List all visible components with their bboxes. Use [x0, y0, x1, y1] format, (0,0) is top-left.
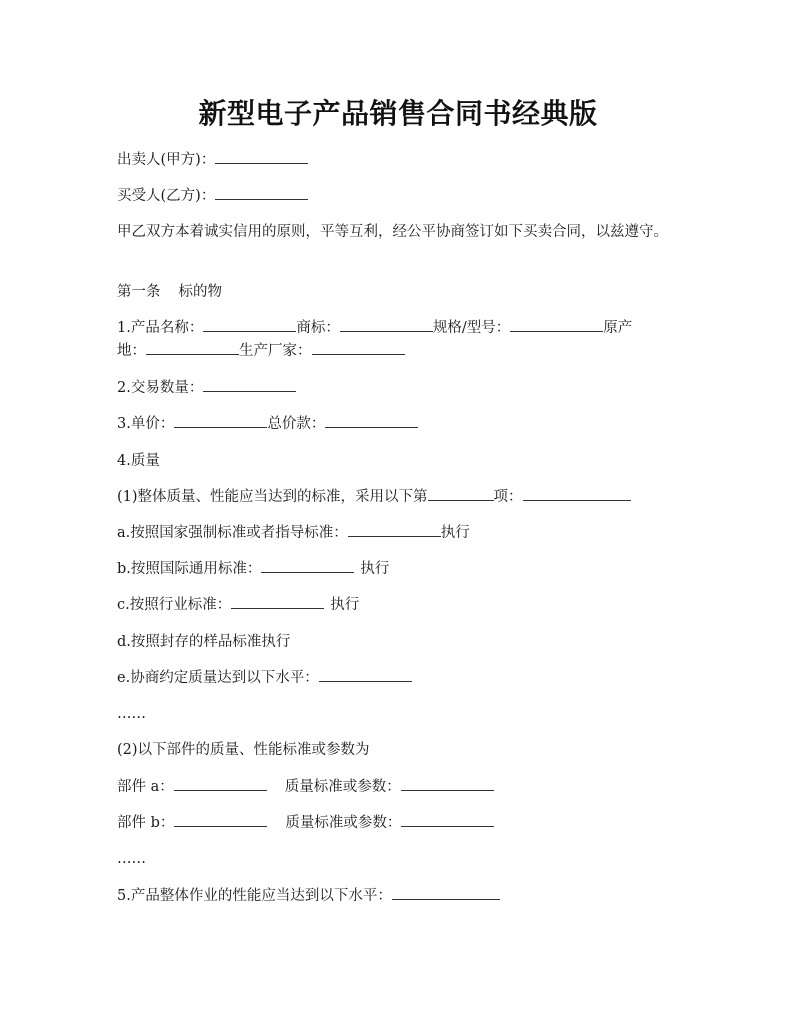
unit-price-label: 3.单价：: [117, 416, 175, 432]
part-b-line: [117, 812, 687, 834]
seller-line: [117, 149, 687, 171]
option-c-blank: [231, 594, 324, 609]
quality1-text: (1)整体质量、性能应当达到的标准，采用以下第: [117, 489, 428, 505]
item1-line1: [117, 317, 687, 339]
spec-label: 规格/型号：: [432, 320, 511, 336]
quantity-label: 2.交易数量：: [117, 380, 204, 396]
item5-line: [117, 885, 687, 907]
seller-label: 出卖人(甲方)：: [117, 152, 216, 168]
total-label: 总价款：: [267, 416, 326, 432]
quality1-item-blank: [523, 486, 631, 501]
option-e-text: e.协商约定质量达到以下水平：: [117, 670, 319, 686]
quality1-option-blank: [428, 486, 494, 501]
buyer-blank: [215, 185, 308, 200]
part-b-label: 部件 b：: [117, 815, 175, 831]
part-b-param-label: 质量标准或参数：: [285, 815, 402, 831]
brand-blank: [340, 317, 433, 332]
part-a-blank: [174, 776, 267, 791]
part-a-line: [117, 776, 687, 798]
intro-paragraph: 甲乙双方本着诚实信用的原则，平等互利，经公平协商签订如下买卖合同，以兹遵守。: [117, 224, 668, 240]
article1-title: 标的物: [178, 284, 222, 300]
quality1-item-label: 项：: [493, 489, 523, 505]
buyer-line: [117, 185, 687, 207]
article1-number: 第一条: [117, 284, 161, 300]
item4-heading: 4.质量: [117, 453, 160, 469]
option-b-suffix: 执行: [360, 561, 390, 577]
option-e-line: [117, 667, 687, 689]
quality2-heading: (2)以下部件的质量、性能标准或参数为: [117, 742, 370, 758]
ellipsis-1: ……: [117, 706, 146, 722]
product-name-blank: [203, 317, 296, 332]
part-a-label: 部件 a：: [117, 779, 174, 795]
total-blank: [325, 413, 418, 428]
option-a-suffix: 执行: [440, 525, 470, 541]
document-title: 新型电子产品销售合同书经典版: [198, 97, 598, 130]
part-a-param-label: 质量标准或参数：: [284, 779, 401, 795]
part-b-param-blank: [401, 812, 494, 827]
option-c-line: [117, 594, 687, 616]
option-d-line: d.按照封存的样品标准执行: [117, 634, 291, 650]
quantity-blank: [203, 377, 296, 392]
option-c-text: c.按照行业标准：: [117, 597, 232, 613]
maker-blank: [312, 340, 405, 355]
unit-price-blank: [174, 413, 267, 428]
item5-text: 5.产品整体作业的性能应当达到以下水平：: [117, 888, 392, 904]
ellipsis-2: ……: [117, 851, 146, 867]
buyer-label: 买受人(乙方)：: [117, 188, 216, 204]
origin-label-a: 原产: [603, 320, 633, 336]
part-b-blank: [174, 812, 267, 827]
option-c-suffix: 执行: [330, 597, 360, 613]
item2-line: [117, 377, 687, 399]
option-a-blank: [348, 522, 441, 537]
item3-line: [117, 413, 687, 435]
origin-blank: [146, 340, 239, 355]
item1-line2: [117, 340, 687, 362]
origin-label-b: 地：: [117, 343, 146, 359]
seller-blank: [215, 149, 308, 164]
option-a-text: a.按照国家强制标准或者指导标准：: [117, 525, 348, 541]
spec-blank: [510, 317, 603, 332]
brand-label: 商标：: [296, 320, 340, 336]
option-b-text: b.按照国际通用标准：: [117, 561, 262, 577]
option-e-blank: [319, 667, 412, 682]
option-a-line: [117, 522, 687, 544]
maker-label: 生产厂家：: [239, 343, 312, 359]
article1-heading: [117, 281, 687, 303]
option-b-line: [117, 558, 687, 580]
product-name-label: 1.产品名称：: [117, 320, 204, 336]
part-a-param-blank: [401, 776, 494, 791]
quality1-line: [117, 486, 687, 508]
option-b-blank: [261, 558, 354, 573]
item5-blank: [392, 885, 500, 900]
